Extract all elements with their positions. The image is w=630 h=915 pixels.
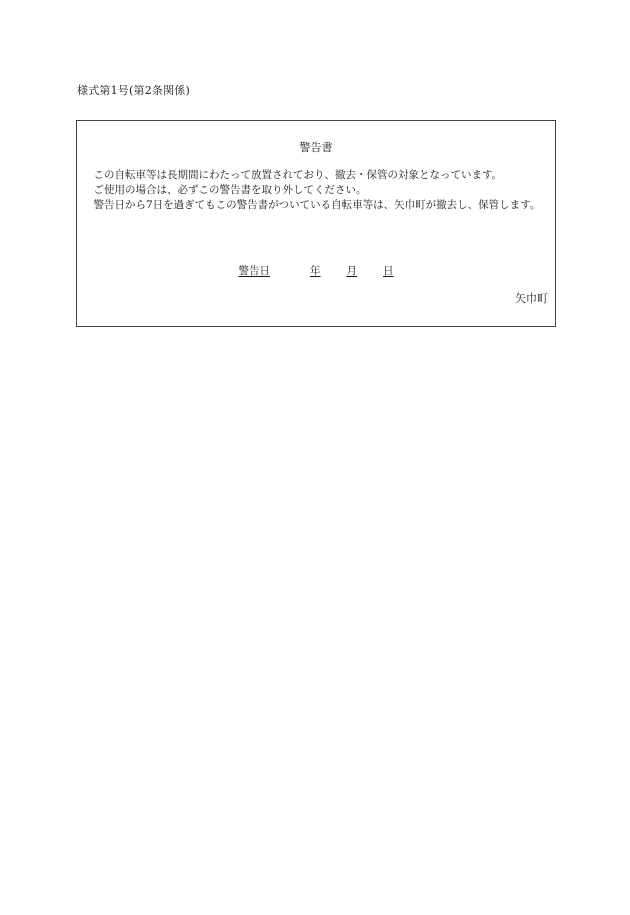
warning-date-line	[77, 264, 555, 278]
issuer-name: 矢巾町	[515, 292, 548, 305]
form-label: 様式第1号(第2条関係)	[77, 84, 190, 97]
year-label: 年	[310, 265, 321, 277]
warning-notice-box	[76, 120, 556, 327]
notice-paragraph: 警告日から7日を過ぎてもこの警告書がついている自転車等は、矢巾町が撤去し、保管します。	[93, 199, 541, 211]
notice-paragraph: ご使用の場合は、必ずこの警告書を取り外してください。	[93, 184, 367, 196]
notice-body	[83, 168, 549, 213]
date-label: 警告日	[238, 265, 270, 277]
warning-date-field	[239, 265, 394, 277]
day-label: 日	[383, 265, 394, 277]
notice-paragraph: この自転車等は長期間にわたって放置されており、撤去・保管の対象となっています。	[93, 169, 503, 181]
month-label: 月	[346, 265, 357, 277]
notice-title: 警告書	[299, 141, 333, 154]
